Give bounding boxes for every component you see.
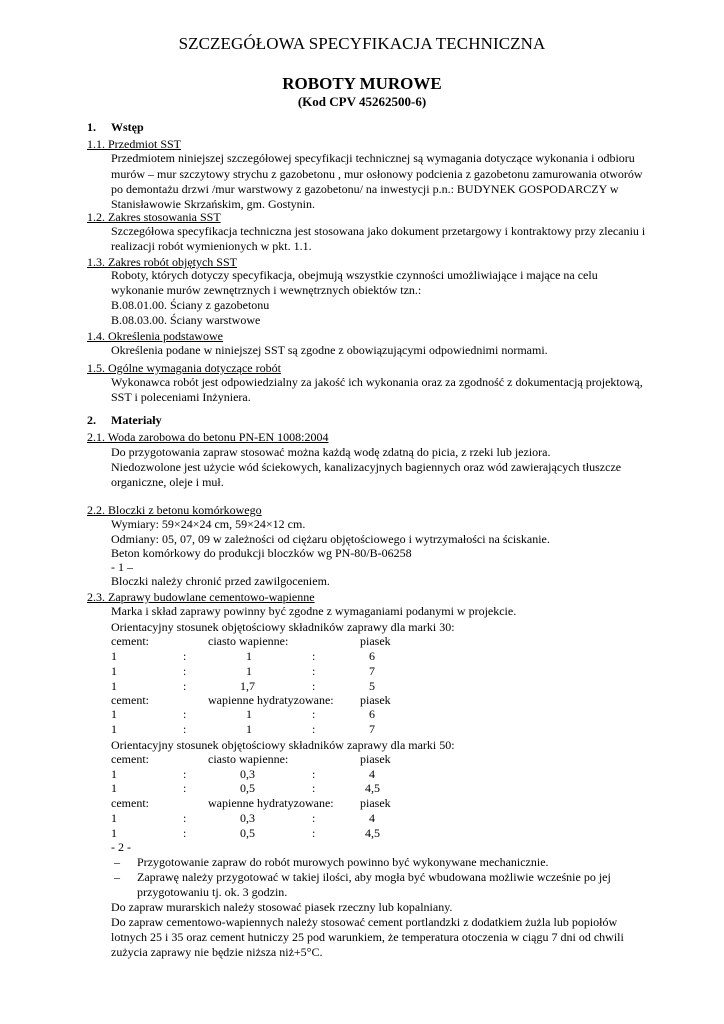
paragraph-line: Odmiany: 05, 07, 09 w zależności od ciężaru objętościowego i wytrzymałości na ściskanie.	[111, 532, 550, 546]
table-cell: 1	[111, 679, 117, 693]
table-cell: 1	[111, 664, 117, 678]
table-cell: 4,5	[365, 781, 380, 795]
section-2-heading	[87, 413, 162, 428]
table-header-cell: ciasto wapienne:	[208, 634, 289, 648]
table-cell: :	[312, 707, 316, 721]
table-header-cell: ciasto wapienne:	[208, 752, 289, 766]
table-cell: :	[312, 781, 316, 795]
paragraph-line: SST i poleceniami Inżyniera.	[111, 390, 251, 404]
table-cell: 1	[111, 707, 117, 721]
table-cell: :	[183, 826, 187, 840]
section-title: Wstęp	[111, 120, 144, 134]
table-cell: 1	[111, 781, 117, 795]
table-header-cell: piasek	[360, 693, 391, 707]
paragraph-line: realizacji robót wymienionych w pkt. 1.1.	[111, 239, 312, 253]
paragraph-line: Bloczki należy chronić przed zawilgoceniem.	[111, 574, 330, 588]
table-cell: :	[183, 679, 187, 693]
table-header-cell: cement:	[111, 693, 149, 707]
subsection-heading: 1.3. Zakres robót objętych SST	[87, 255, 237, 269]
subsection-heading: 2.3. Zaprawy budowlane cementowo-wapienne	[87, 590, 315, 604]
table-cell: :	[183, 811, 187, 825]
bullet-item-continuation: przygotowaniu tj. ok. 3 godzin.	[137, 885, 288, 899]
paragraph-line: Orientacyjny stosunek objętościowy składników zaprawy dla marki 30:	[111, 620, 455, 634]
section-number: 1.	[87, 120, 96, 134]
table-cell: 1	[111, 826, 117, 840]
paragraph-line: organiczne, oleje i muł.	[111, 475, 224, 489]
paragraph-line: Marka i skład zaprawy powinny być zgodne z wymaganiami podanymi w projekcie.	[111, 604, 517, 618]
table-cell: 1,7	[240, 679, 255, 693]
table-cell: 1	[246, 664, 252, 678]
table-cell: 7	[369, 664, 375, 678]
table-header-cell: piasek	[360, 752, 391, 766]
table-cell: 4	[369, 811, 375, 825]
table-cell: :	[312, 722, 316, 736]
table-header-cell: cement:	[111, 752, 149, 766]
subsection-heading: 1.2. Zakres stosowania SST	[87, 210, 221, 224]
table-header-cell: piasek	[360, 796, 391, 810]
table-header-cell: cement:	[111, 796, 149, 810]
table-cell: :	[183, 664, 187, 678]
table-cell: 0,3	[240, 767, 255, 781]
table-header-cell: piasek	[360, 634, 391, 648]
paragraph-line: Roboty, których dotyczy specyfikacja, obejmują wszystkie czynności umożliwiające i mające na celu	[111, 268, 598, 282]
table-cell: :	[183, 781, 187, 795]
table-cell: 1	[111, 722, 117, 736]
paragraph-line: Określenia podane w niniejszej SST są zgodne z obowiązującymi odpowiednimi normami.	[111, 343, 548, 357]
paragraph-line: po demontażu drzwi /mur warstwowy z gazobetonu/ na inwestycji p.n.: BUDYNEK GOSPODARCZY w	[111, 182, 619, 196]
table-cell: 6	[369, 649, 375, 663]
paragraph-line: Szczegółowa specyfikacja techniczna jest stosowana jako dokument przetargowy i kontraktowy przy zlecaniu i	[111, 224, 646, 238]
table-cell: 4	[369, 767, 375, 781]
paragraph-line: B.08.03.00. Ściany warstwowe	[111, 313, 261, 327]
table-cell: 1	[246, 649, 252, 663]
paragraph-line: Do zapraw murarskich należy stosować piasek rzeczny lub kopalniany.	[111, 900, 453, 914]
paragraph-line: wykonanie murów zewnętrznych i wewnętrznych obiektów tzn.:	[111, 283, 422, 297]
table-cell: 1	[246, 722, 252, 736]
table-cell: :	[183, 649, 187, 663]
table-header-cell: wapienne hydratyzowane:	[208, 796, 334, 810]
paragraph-line: B.08.01.00. Ściany z gazobetonu	[111, 298, 270, 312]
section-number: 2.	[87, 413, 96, 427]
table-cell: :	[312, 826, 316, 840]
paragraph-line: Orientacyjny stosunek objętościowy składników zaprawy dla marki 50:	[111, 738, 455, 752]
bullet-dash: –	[114, 855, 120, 869]
paragraph-line: Stanisławowie Skrzańskim, gm. Gostynin.	[111, 197, 315, 211]
page-number: - 2 -	[111, 840, 131, 854]
table-cell: :	[183, 767, 187, 781]
paragraph-line: Wymiary: 59×24×24 cm, 59×24×12 cm.	[111, 517, 306, 531]
table-cell: :	[183, 722, 187, 736]
paragraph-line: Wykonawca robót jest odpowiedzialny za jakość ich wykonania oraz za zgodność z dokumentacją projektową,	[111, 375, 643, 389]
paragraph-line: Do zapraw cementowo-wapiennych należy stosować cement portlandzki z dodatkiem żużla lub popiołów	[111, 915, 618, 929]
paragraph-line: zużycia zaprawy nie będzie niższa niż+5°C.	[111, 945, 323, 959]
section-main-title: ROBOTY MUROWE	[282, 74, 442, 93]
bullet-item: Zaprawę należy przygotować w takiej ilości, aby mogła być wbudowana możliwie wcześnie po jej	[137, 870, 611, 884]
table-cell: 0,5	[240, 826, 255, 840]
table-cell: 1	[246, 707, 252, 721]
table-cell: 4,5	[365, 826, 380, 840]
paragraph-line: murów – mur szczytowy strychu z gazobetonu , mur osłonowy podcienia z gazobetonu zamurowania otworów	[111, 167, 643, 181]
table-header-cell: wapienne hydratyzowane:	[208, 693, 334, 707]
table-header-cell: cement:	[111, 634, 149, 648]
section-title: Materiały	[111, 413, 162, 427]
table-cell: 1	[111, 811, 117, 825]
subsection-heading: 2.2. Bloczki z betonu komórkowego	[87, 503, 262, 517]
paragraph-line: lotnych 25 i 35 oraz cement hutniczy 25 pod warunkiem, że temperatura otoczenia w ciągu 7 dni od chwili	[111, 930, 624, 944]
page-number: - 1 –	[111, 560, 133, 574]
table-cell: 1	[111, 649, 117, 663]
table-cell: 5	[369, 679, 375, 693]
document-title: SZCZEGÓŁOWA SPECYFIKACJA TECHNICZNA	[178, 34, 546, 53]
table-cell: 0,5	[240, 781, 255, 795]
table-cell: 7	[369, 722, 375, 736]
table-cell: :	[312, 679, 316, 693]
subsection-heading: 1.4. Określenia podstawowe	[87, 329, 223, 343]
paragraph-line: Do przygotowania zapraw stosować można każdą wodę zdatną do picia, z rzeki lub jeziora.	[111, 445, 551, 459]
paragraph-line: Przedmiotem niniejszej szczegółowej specyfikacji technicznej są wymagania dotyczące wykonania i odbioru	[111, 151, 635, 165]
table-cell: :	[312, 767, 316, 781]
table-cell: :	[312, 811, 316, 825]
paragraph-line: Niedozwolone jest użycie wód ściekowych, kanalizacyjnych bagiennych oraz wód zawierających tłuszcze	[111, 460, 622, 474]
bullet-dash: –	[114, 870, 120, 884]
subsection-heading: 1.1. Przedmiot SST	[87, 137, 182, 151]
table-cell: 0,3	[240, 811, 255, 825]
table-cell: :	[312, 649, 316, 663]
section-1-heading	[87, 120, 144, 135]
bullet-item: Przygotowanie zapraw do robót murowych powinno być wykonywane mechanicznie.	[137, 855, 549, 869]
subsection-heading: 2.1. Woda zarobowa do betonu PN-EN 1008:2004	[87, 430, 329, 444]
cpv-code: (Kod CPV 45262500-6)	[297, 94, 427, 109]
table-cell: 6	[369, 707, 375, 721]
table-cell: :	[183, 707, 187, 721]
table-cell: :	[312, 664, 316, 678]
table-cell: 1	[111, 767, 117, 781]
paragraph-line: Beton komórkowy do produkcji bloczków wg PN-80/B-06258	[111, 546, 412, 560]
subsection-heading: 1.5. Ogólne wymagania dotyczące robót	[87, 361, 281, 375]
